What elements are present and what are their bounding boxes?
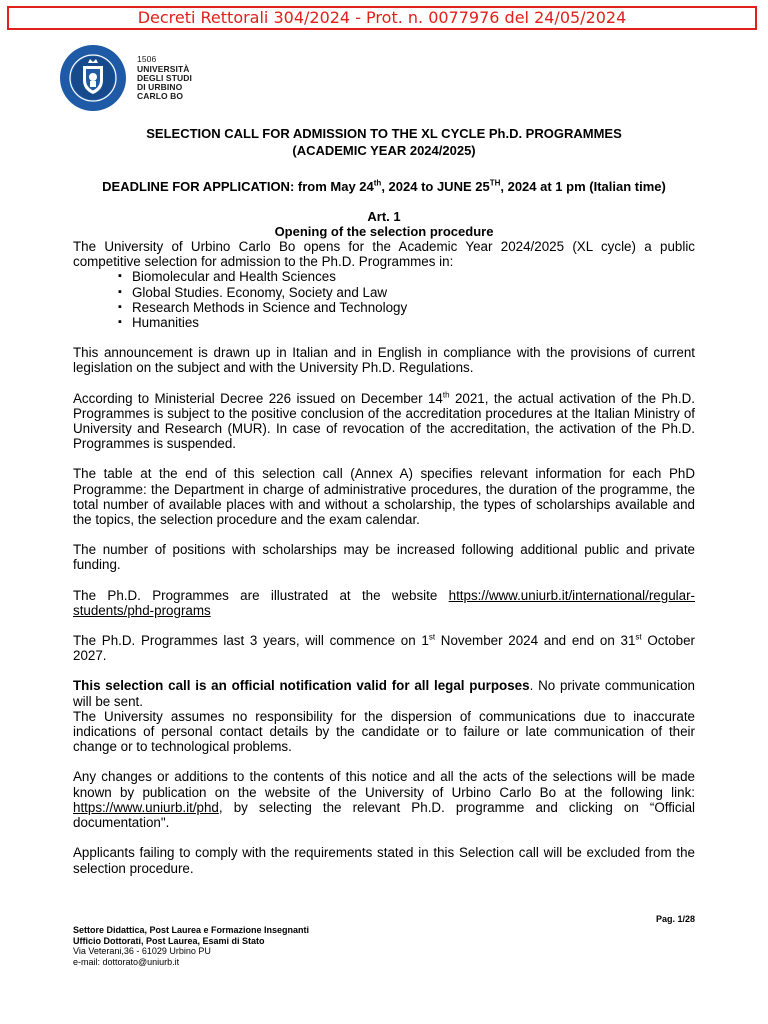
changes-paragraph: Any changes or additions to the contents of this notice and all the acts of the selections will be made known by publication on the website of the University of Urbino Carlo Bo at the following link: https://www.uniurb.it/phd, by selecting the relevant Ph.D. programme and clicking on “Official documentation". <box>73 769 695 831</box>
intro-paragraph: The University of Urbino Carlo Bo opens for the Academic Year 2024/2025 (XL cycle) a public competitive selection for admission to the Ph.D. Programmes in: <box>73 239 695 270</box>
responsibility-paragraph: The University assumes no responsibility for the dispersion of communications due to inaccurate indications of personal contact details by the candidate or to failure or late communication of their change or to technological problems. <box>73 708 695 755</box>
list-item: ▪ Global Studies. Economy, Society and Law <box>132 285 695 300</box>
annex-table-paragraph: The table at the end of this selection call (Annex A) specifies relevant information for each PhD Programme: the Department in charge of administrative procedures, the duration of the programme, the total number of available places with and without a scholarship, the types of scholarships available and the topics, the selection procedure and the exam calendar. <box>73 466 695 528</box>
document-title: SELECTION CALL FOR ADMISSION TO THE XL CYCLE Ph.D. PROGRAMMES (ACADEMIC YEAR 2024/2025) <box>146 126 622 158</box>
programmes-website-link[interactable]: https://www.uniurb.it/international/regular-students/phd-programs <box>73 587 695 618</box>
exclusion-paragraph: Applicants failing to comply with the requirements stated in this Selection call will be excluded from the selection procedure. <box>73 845 695 876</box>
website-paragraph: The Ph.D. Programmes are illustrated at the website https://www.uniurb.it/international/regular-students/phd-programs <box>73 587 695 618</box>
article-heading: Art. 1 Opening of the selection procedure <box>274 209 494 239</box>
document-body <box>73 125 695 876</box>
application-deadline: DEADLINE FOR APPLICATION: from May 24th, 2024 to JUNE 25TH, 2024 at 1 pm (Italian time) <box>102 178 666 194</box>
list-item: ▪ Humanities <box>132 315 695 330</box>
office-footer: Settore Didattica, Post Laurea e Formazione Insegnanti Ufficio Dottorati, Post Laurea, Esami di Stato Via Veterani,36 - 61029 Urbino PU e-mail: dottorato@uniurb.it <box>73 925 310 967</box>
positions-paragraph: The number of positions with scholarships may be increased following additional public and private funding. <box>73 542 695 573</box>
duration-paragraph: The Ph.D. Programmes last 3 years, will commence on 1st November 2024 and end on 31st October 2027. <box>73 632 696 664</box>
phd-website-link[interactable]: https://www.uniurb.it/phd <box>73 799 219 815</box>
page-number: Pag. 1/28 <box>655 914 695 924</box>
protocol-stamp: Decreti Rettorali 304/2024 - Prot. n. 0077976 del 24/05/2024 <box>7 6 757 30</box>
university-name: 1506 UNIVERSITÀ DEGLI STUDI DI URBINO CARLO BO <box>137 54 192 101</box>
list-item: ▪ Research Methods in Science and Technology <box>132 300 695 315</box>
list-item: ▪ Biomolecular and Health Sciences <box>132 269 695 284</box>
official-notice-paragraph: This selection call is an official notification valid for all legal purposes. No private communication will be sent. <box>73 678 695 709</box>
decree-paragraph: According to Ministerial Decree 226 issued on December 14th 2021, the actual activation of the Ph.D. Programmes is subject to the positive conclusion of the accreditation procedures at the Italian Ministry of University and Research (MUR). In case of revocation of the accreditation, the activation of the Ph.D. Programmes is suspended. <box>73 390 695 452</box>
university-seal-icon <box>59 44 127 112</box>
language-paragraph: This announcement is drawn up in Italian and in English in compliance with the provisions of current legislation on the subject and with the University Ph.D. Regulations. <box>73 345 695 376</box>
university-logo <box>59 44 199 114</box>
programme-list <box>73 269 695 330</box>
